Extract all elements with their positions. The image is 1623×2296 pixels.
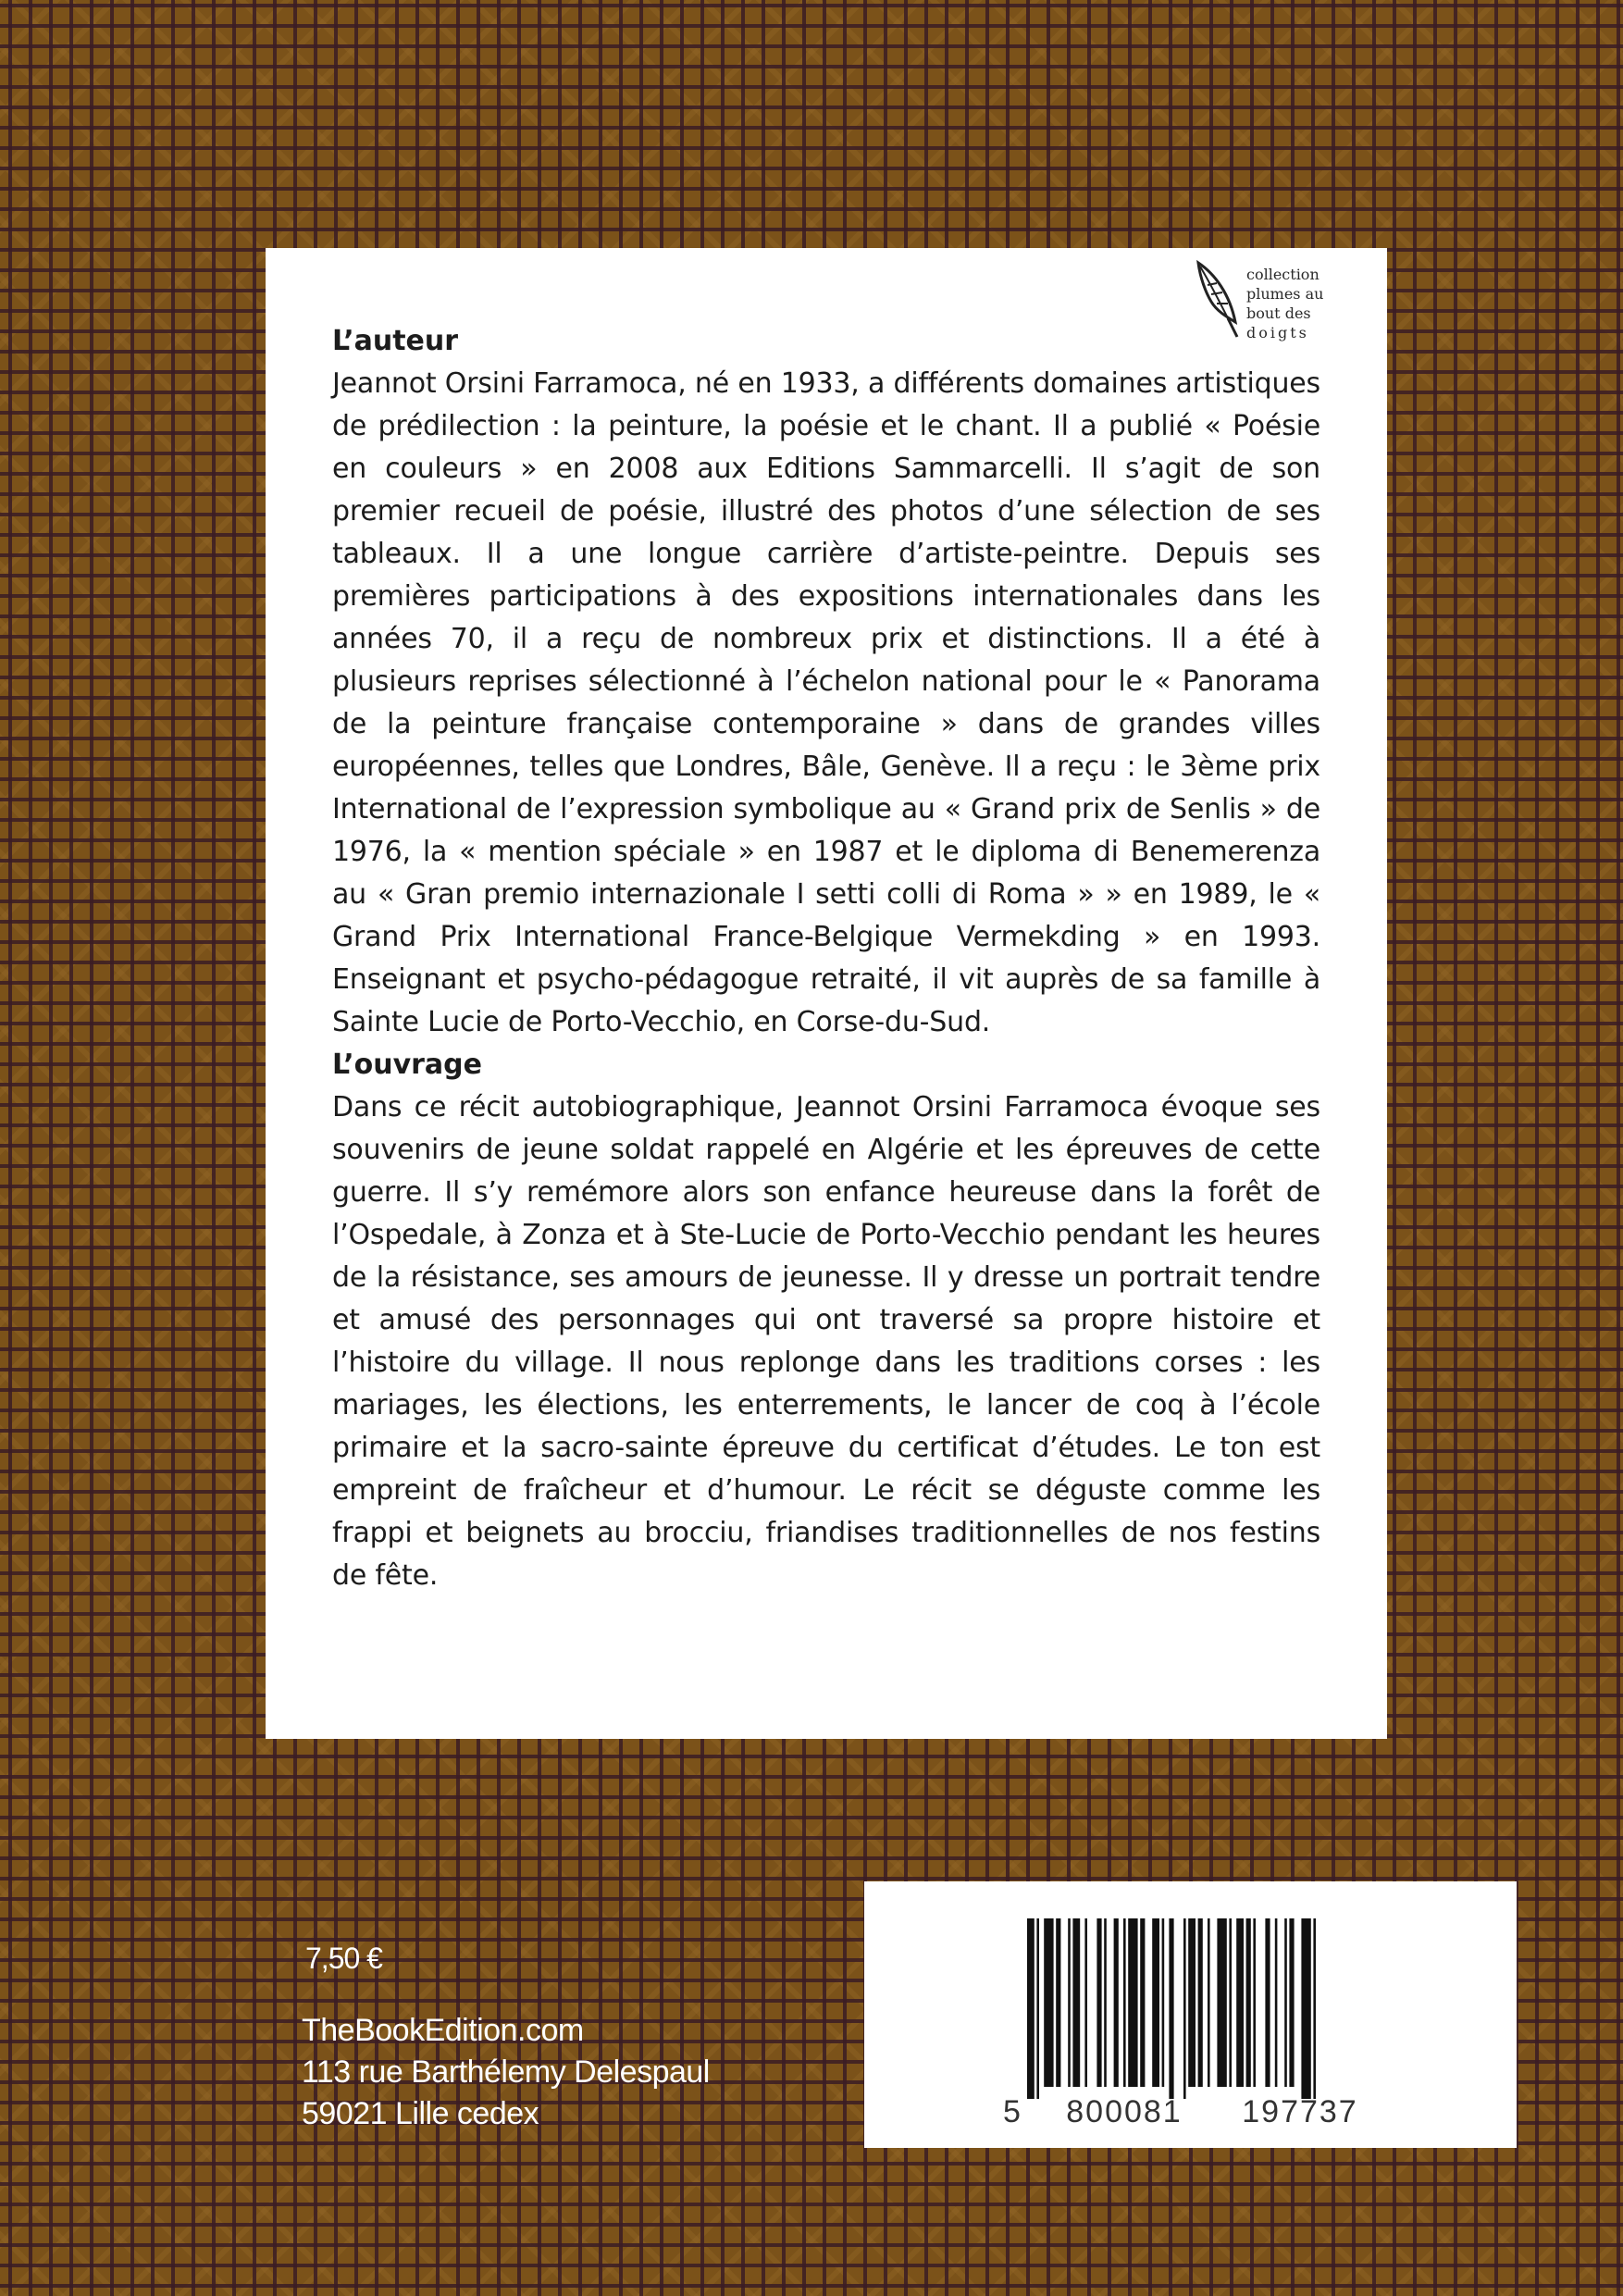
barcode-bar	[1123, 1918, 1126, 2087]
barcode-bar	[1036, 1918, 1039, 2099]
barcode-bar	[1044, 1918, 1053, 2087]
barcode-bar	[1188, 1918, 1196, 2087]
barcode-bar	[1096, 1918, 1101, 2087]
barcode-bar	[1246, 1918, 1251, 2087]
barcode	[1027, 1918, 1362, 2099]
quill-icon	[1189, 257, 1243, 342]
barcode-bar	[1152, 1918, 1159, 2087]
collection-logo	[1189, 254, 1356, 346]
work-title: L’ouvrage	[332, 1049, 482, 1081]
barcode-box	[864, 1881, 1517, 2148]
barcode-bar	[1284, 1918, 1287, 2087]
barcode-bar	[1056, 1918, 1060, 2087]
text-panel	[266, 248, 1387, 1739]
barcode-bar	[1301, 1918, 1310, 2099]
logo-line: bout des	[1246, 304, 1311, 322]
barcode-bar	[1313, 1918, 1316, 2099]
price: 7,50 €	[305, 1942, 382, 1975]
barcode-bar	[1198, 1918, 1203, 2087]
work-text: Dans ce récit autobiographique, Jeannot Orsini Farramoca évoque ses souvenirs de jeune soldat rappelé en Algérie et les épreuves de cette guerre. Il s’y remémore alors son enfance heureuse dans la forêt de l’Ospedale, à Zonza et à Ste-Lucie de Porto-Vecchio pendant les heures de la résistance, ses amours de jeunesse. Il y dresse un portrait tendre et amusé des personnages qui ont traversé sa propre histoire et l’histoire du village. Il nous replonge dans les traditions corses : les mariages, les élections, les enterrements, le lancer de coq à l’école primaire et la sacro-sainte épreuve du certificat d’études. Le ton est empreint de fraîcheur et d’humour. Le récit se déguste comme les frappi et beignets au brocciu, friandises traditionnelles de nos festins de fête.	[332, 1091, 1320, 1592]
publisher-city: 59021 Lille cedex	[302, 2096, 539, 2131]
barcode-bar	[1236, 1918, 1244, 2087]
publisher-street: 113 rue Barthélemy Delespaul	[302, 2054, 710, 2090]
barcode-bar	[1072, 1918, 1080, 2087]
barcode-bar	[1084, 1918, 1087, 2087]
barcode-bar	[1229, 1918, 1232, 2087]
barcode-bar	[1217, 1918, 1226, 2087]
barcode-bar	[1169, 1918, 1173, 2099]
barcode-bar	[1265, 1918, 1270, 2087]
author-text: Jeannot Orsini Farramoca, né en 1933, a différents domaines artistiques de prédilection : la peinture, la poésie et le chant. Il a publié « Poésie en couleurs » en 2008 aux Editions Sammarcelli. Il s’agit de son premier recueil de poésie, illustré des photos d’une sélection de ses tableaux. Il a une longue carrière d’artiste-peintre. Depuis ses premières participations à des expositions internationales dans les années 70, il a reçu de nombreux prix et distinctions. Il a été à plusieurs reprises sélectionné à l’échelon national pour le « Panorama de la peinture française contemporaine » dans de grandes villes européennes, telles que Londres, Bâle, Genève. Il a reçu : le 3ème prix International de l’expression symbolique au « Grand prix de Senlis » de 1976, la « mention spéciale » en 1987 et le diploma di Benemerenza au « Gran premio internazionale I setti colli di Roma » » en 1989, le « Grand Prix International France-Belgique Vermekding » en 1993. Enseignant et psycho-pédagogue retraité, il vit auprès de sa famille à Sainte Lucie de Porto-Vecchio, en Corse-du-Sud.	[332, 367, 1320, 1038]
barcode-bar	[1114, 1918, 1119, 2087]
barcode-bar	[1068, 1918, 1071, 2087]
barcode-bar	[1104, 1918, 1107, 2087]
barcode-bar	[1253, 1918, 1256, 2087]
barcode-bar	[1208, 1918, 1210, 2087]
publisher-name: TheBookEdition.com	[302, 2013, 584, 2048]
barcode-group-1: 800081	[1066, 2094, 1183, 2129]
barcode-first-digit: 5	[1003, 2094, 1022, 2129]
barcode-bar	[1183, 1918, 1186, 2099]
author-title: L’auteur	[332, 325, 459, 357]
barcode-number	[1003, 2094, 1392, 2130]
barcode-group-2: 197737	[1242, 2094, 1358, 2129]
logo-line: collection	[1246, 266, 1319, 283]
logo-line: doigts	[1246, 324, 1309, 341]
barcode-bar	[1275, 1918, 1278, 2087]
barcode-bar	[1162, 1918, 1165, 2087]
barcode-bar	[1128, 1918, 1137, 2087]
barcode-bar	[1140, 1918, 1145, 2087]
barcode-bar	[1027, 1918, 1035, 2099]
publisher-address	[302, 2010, 710, 2135]
logo-line: plumes au	[1246, 285, 1324, 303]
barcode-bar	[1289, 1918, 1294, 2087]
